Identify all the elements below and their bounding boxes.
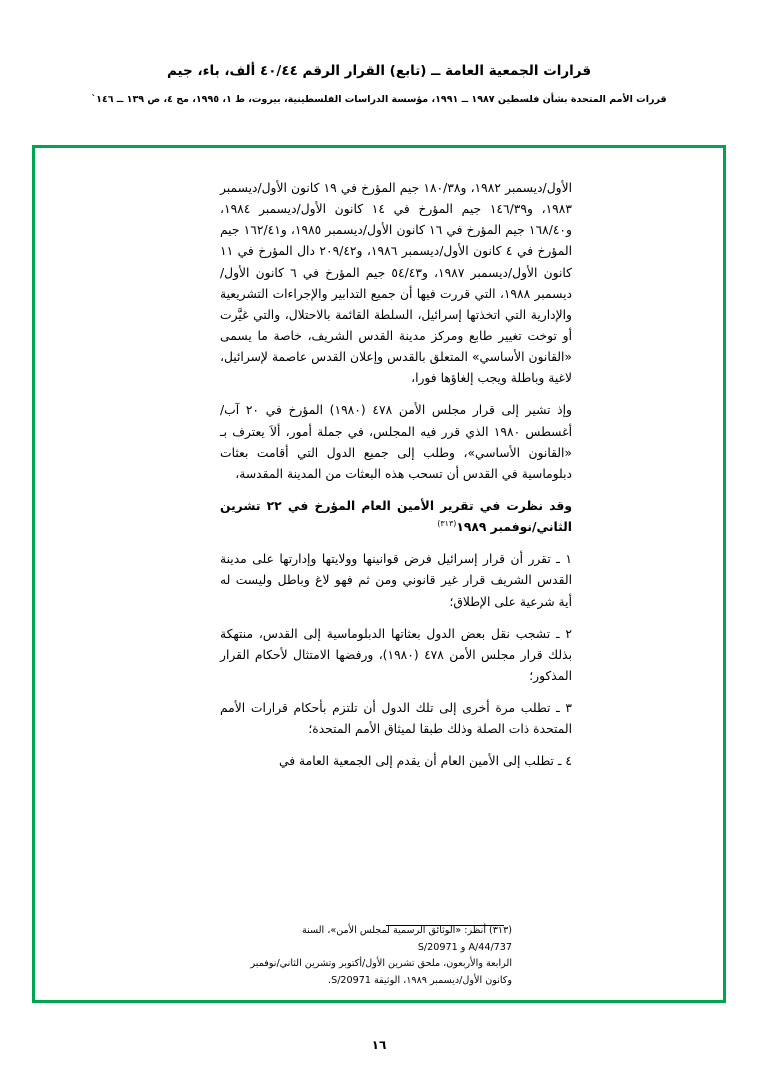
clause-2: ٢ ـ تشجب نقل بعض الدول بعثاتها الدبلوماسية إلى القدس، منتهكة بذلك قرار مجلس الأمن ٤٧٨ (١٩٨٠)، ورفضها الامتثال لأحكام القرار المذكور؛ <box>220 626 572 683</box>
clause-3: ٣ ـ تطلب مرة أخرى إلى تلك الدول أن تلتزم بأحكام قرارات الأمم المتحدة ذات الصلة وذلك طبقا لميثاق الأمم المتحدة؛ <box>220 701 572 737</box>
footnote-marker: (٣١٣) <box>437 519 457 529</box>
footnote-line-1-text: (٣١٣) أنظر: «الوثائق الرسمية لمجلس الأمن»، السنة <box>302 924 512 936</box>
document-body <box>0 178 758 784</box>
footnote-line-1 <box>212 923 512 957</box>
footnote-document-reference: S/20971 و A/44/737 <box>417 941 512 953</box>
footnote-block <box>212 923 512 990</box>
page-number: ١٦ <box>371 1038 387 1052</box>
paragraph-3-bold-text: وقد نظرت في تقرير الأمين العام المؤرخ في ٢٢ تشرين الثاني/نوفمبر ١٩٨٩ <box>220 498 572 535</box>
page-title: قرارات الجمعية العامة ــ (تابع) القرار الرقم ٤٠/٤٤ ألف، باء، جيم <box>166 63 592 79</box>
paragraph-2: وإذ تشير إلى قرار مجلس الأمن ٤٧٨ (١٩٨٠) المؤرخ في ٢٠ آب/أغسطس ١٩٨٠ الذي قرر فيه المجلس، في جملة أمور، ألاَ يعترف بـ «القانون الأساسي»، وطلب إلى جميع الدول التي أقامت بعثات دبلوماسية في القدس أن تسحب هذه البعثات من المدينة المقدسة، <box>220 403 573 481</box>
clause-1: ١ ـ تقرر أن قرار إسرائيل فرض قوانينها وولايتها وإدارتها على مدينة القدس الشريف قرار غير قانوني ومن ثم فهو لاغ وباطل وليست له أية شرعية على الإطلاق؛ <box>220 552 572 609</box>
footnote-line-2: الرابعة والأربعون، ملحق تشرين الأول/أكتوبر وتشرين الثاني/نوفمبر <box>250 958 512 970</box>
page-header <box>0 62 758 106</box>
paragraph-1: الأول/ديسمبر ١٩٨٢، و١٨٠/٣٨ جيم المؤرخ في ١٩ كانون الأول/ديسمبر ١٩٨٣، و١٤٦/٣٩ جيم المؤرخ في ١٤ كانون الأول/ديسمبر ١٩٨٤، و١٦٨/٤٠ جيم المؤرخ في ١٦ كانون الأول/ديسمبر ١٩٨٥، و١٦٢/٤١ جيم المؤرخ في ٤ كانون الأول/ديسمبر ١٩٨٦، و٢٠٩/٤٢ دال المؤرخ في ١١ كانون الأول/ديسمبر ١٩٨٧، و٥٤/٤٣ جيم المؤرخ في ٦ كانون الأول/ديسمبر ١٩٨٨، التي قررت فيها أن جميع التدابير والإجراءات التشريعية والإدارية التي اتخذتها إسرائيل، السلطة القائمة بالاحتلال، والتي غيَّرت أو توخت تغيير طابع ومركز مدينة القدس الشريف، خاصة ما يسمى «القانون الأساسي» المتعلق بالقدس وإعلان القدس عاصمة لإسرائيل، لاغية وباطلة ويجب إلغاؤها فورا، <box>220 181 573 386</box>
page-source-line: قررات الأمم المتحدة بشأن فلسطين ١٩٨٧ ــ ١٩٩١، مؤسسة الدراسات الفلسطينية، بيروت، ط ١، ١٩٩٥، مج ٤، ص ١٣٩ ــ ١٤٦` <box>91 93 667 105</box>
paragraph-3 <box>220 496 572 538</box>
clause-4: ٤ ـ تطلب إلى الأمين العام أن يقدم إلى الجمعية العامة في <box>279 754 572 769</box>
footnote-line-3: وكانون الأول/ديسمبر ١٩٨٩، الوثيقة S/20971. <box>328 975 512 987</box>
